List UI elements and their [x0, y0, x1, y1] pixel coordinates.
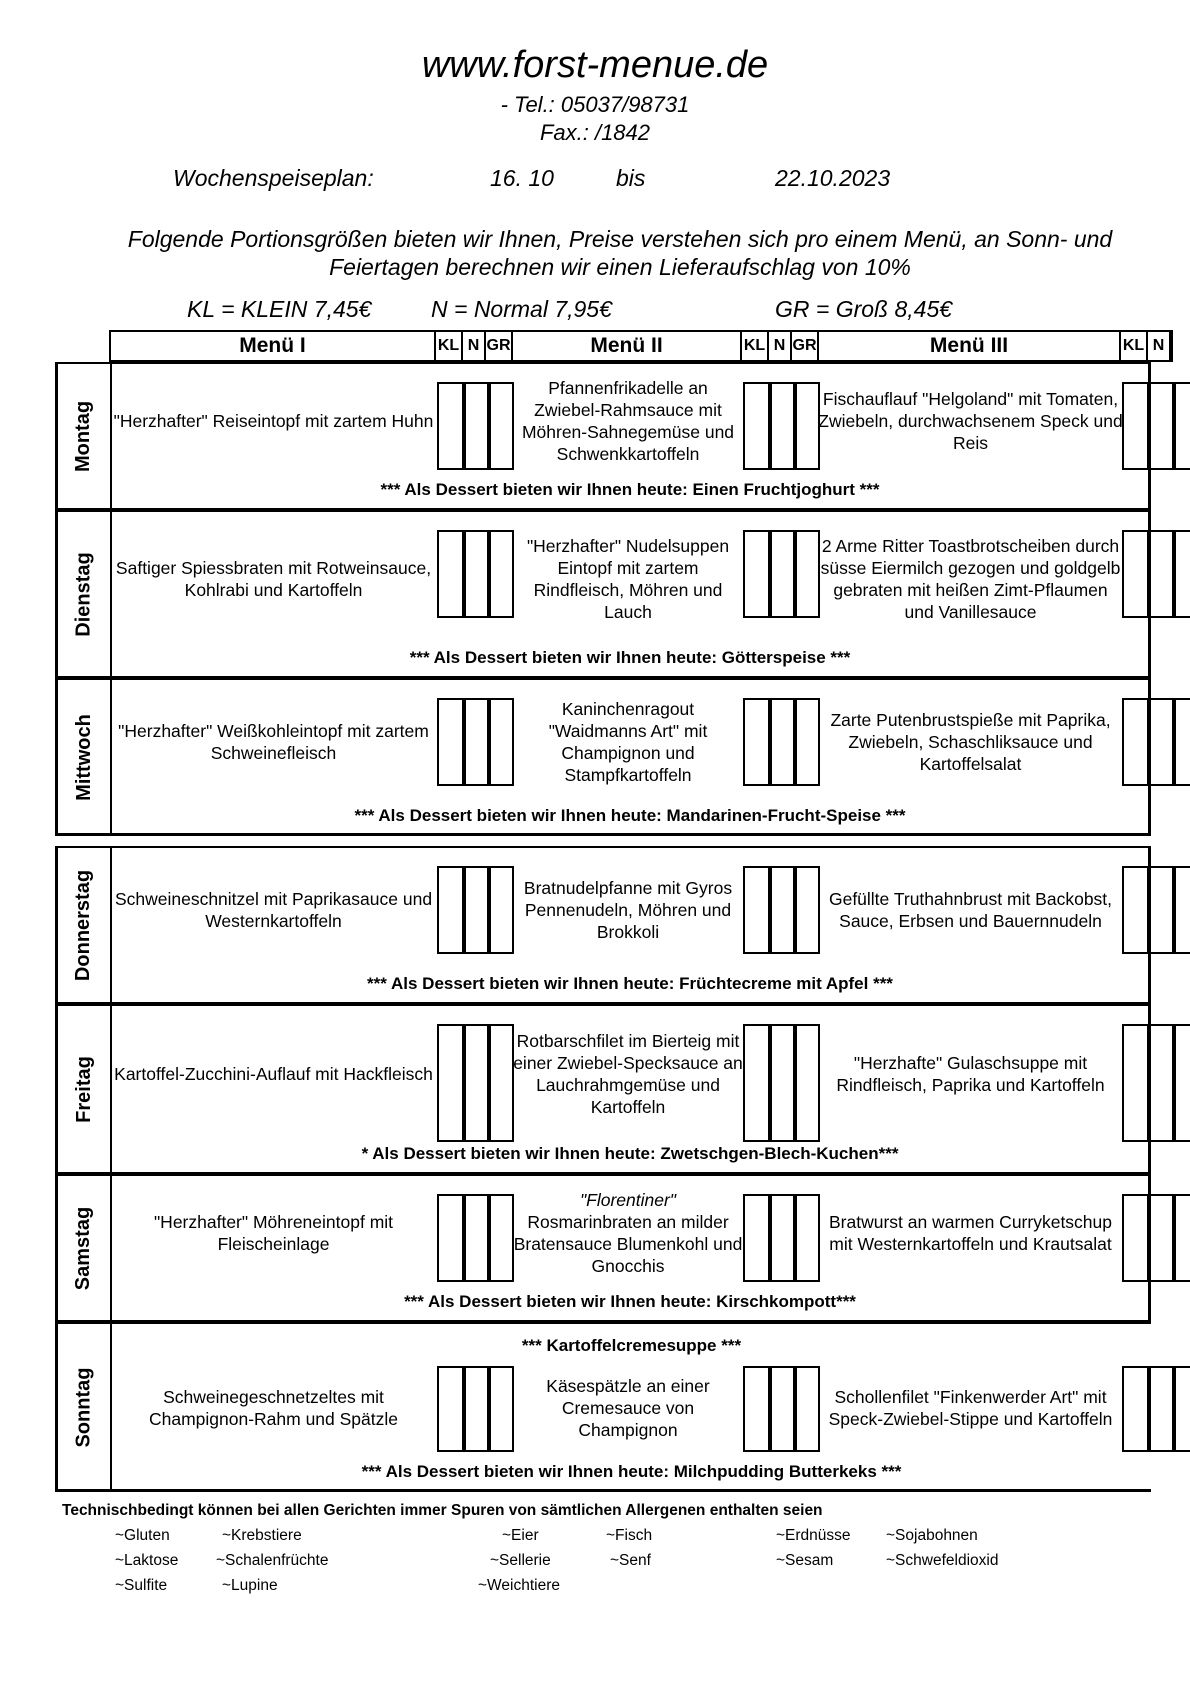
dish-text: 2 Arme Ritter Toastbrotscheiben durch süsse Eiermilch gezogen und goldgelb gebraten mit heißen Zimt-Pflaumen und Vanillesauce	[820, 536, 1121, 622]
menu-1-dish	[110, 372, 437, 470]
day-name: Sonntag	[72, 1367, 95, 1447]
day-row	[55, 362, 1151, 510]
kl-header: KL	[1119, 330, 1148, 362]
gr-order-box[interactable]	[487, 1024, 514, 1142]
dish-text: "Herzhafter" Reiseintopf mit zartem Huhn	[113, 411, 434, 431]
dish-italic-name: "Florentiner"	[579, 1190, 677, 1210]
gr-order-box[interactable]	[1172, 1366, 1190, 1452]
menu-2-dish	[513, 1014, 743, 1134]
menu-3-dish	[818, 1014, 1123, 1134]
gr-order-box[interactable]	[793, 1194, 820, 1282]
day-name: Freitag	[72, 1055, 95, 1123]
kl-order-box[interactable]	[743, 1194, 770, 1282]
dessert-note: *** Als Dessert bieten wir Ihnen heute: Einen Fruchtjoghurt ***	[380, 480, 880, 499]
day-row	[55, 1322, 1151, 1492]
menu-1-dish	[110, 688, 437, 796]
gr-order-box[interactable]	[1172, 1024, 1190, 1142]
allergen-item: ~Krebstiere	[222, 1527, 302, 1544]
n-header: N	[767, 330, 792, 362]
day-name: Samstag	[72, 1206, 95, 1290]
day-label	[58, 1006, 112, 1172]
dish-text: Fischauflauf "Helgoland" mit Tomaten, Zwiebeln, durchwachsenem Speck und Reis	[818, 389, 1123, 453]
n-header: N	[461, 330, 486, 362]
gr-order-box[interactable]	[793, 530, 820, 618]
kl-order-box[interactable]	[1122, 866, 1149, 954]
day-name: Donnerstag	[72, 869, 95, 981]
day-label	[58, 512, 112, 676]
allergen-item: ~Fisch	[606, 1527, 653, 1544]
n-header: N	[1146, 330, 1171, 362]
day-label	[58, 1176, 112, 1320]
gr-header: GR	[790, 330, 819, 362]
allergen-item: ~Eier	[502, 1527, 539, 1544]
dessert-note: *** Als Dessert bieten wir Ihnen heute: Mandarinen-Frucht-Speise ***	[354, 806, 906, 825]
gr-order-box[interactable]	[487, 1194, 514, 1282]
dessert-note: *** Als Dessert bieten wir Ihnen heute: Früchtecreme mit Apfel ***	[367, 974, 893, 993]
allergen-item: ~Erdnüsse	[776, 1527, 851, 1544]
price-n: N = Normal 7,95€	[431, 296, 612, 322]
gr-order-box[interactable]	[1172, 1194, 1190, 1282]
dish-text: Bratnudelpfanne mit Gyros Pennenudeln, Möhren und Brokkoli	[523, 878, 733, 942]
gr-order-box[interactable]	[793, 866, 820, 954]
date-from: 16. 10	[490, 165, 554, 191]
dish-text: "Herzhafter" Möhreneintopf mit Fleischeinlage	[153, 1212, 394, 1254]
menu-3-dish	[818, 688, 1123, 796]
kl-header: KL	[740, 330, 769, 362]
day-row	[55, 510, 1151, 678]
menu-1-dish	[110, 1184, 437, 1282]
kl-order-box[interactable]	[1122, 1194, 1149, 1282]
gr-order-box[interactable]	[487, 1366, 514, 1452]
allergen-note: Technischbedingt können bei allen Gerichten immer Spuren von sämtlichen Allergenen enthalten seien	[62, 1502, 823, 1519]
menu3-header: Menü III	[817, 330, 1121, 362]
day-row	[55, 678, 1151, 836]
website-title: www.forst-menue.de	[421, 44, 769, 86]
kl-order-box[interactable]	[1122, 382, 1149, 470]
kl-order-box[interactable]	[743, 530, 770, 618]
day-name: Montag	[72, 400, 95, 472]
dish-text: "Herzhafte" Gulaschsuppe mit Rindfleisch, Paprika und Kartoffeln	[836, 1053, 1105, 1095]
dessert-note: *** Als Dessert bieten wir Ihnen heute: Götterspeise ***	[409, 648, 851, 667]
day-row	[55, 1004, 1151, 1174]
plan-label: Wochenspeiseplan:	[173, 165, 374, 191]
spacer	[1169, 330, 1173, 362]
kl-order-box[interactable]	[743, 1024, 770, 1142]
dish-text: Kaninchenragout "Waidmanns Art" mit Champignon und Stampfkartoffeln	[548, 699, 708, 785]
dessert-note: *** Als Dessert bieten wir Ihnen heute: Kirschkompott***	[404, 1292, 856, 1311]
day-name: Mittwoch	[72, 713, 95, 801]
phone-number: - Tel.: 05037/98731	[500, 92, 690, 117]
dish-text: Saftiger Spiessbraten mit Rotweinsauce, Kohlrabi und Kartoffeln	[115, 558, 432, 600]
kl-order-box[interactable]	[437, 1194, 464, 1282]
allergen-item: ~Laktose	[115, 1552, 179, 1569]
fax-number: Fax.: /1842	[539, 120, 651, 145]
gr-order-box[interactable]	[1172, 382, 1190, 470]
kl-order-box[interactable]	[1122, 1366, 1149, 1452]
gr-order-box[interactable]	[793, 1024, 820, 1142]
kl-order-box[interactable]	[437, 698, 464, 786]
soup-note: *** Kartoffelcremesuppe ***	[521, 1336, 742, 1355]
kl-order-box[interactable]	[743, 698, 770, 786]
gr-header: GR	[484, 330, 513, 362]
menu-2-dish	[513, 688, 743, 796]
menu-2-dish	[513, 856, 743, 964]
dish-text: "Herzhafter" Weißkohleintopf mit zartem Schweinefleisch	[118, 721, 429, 763]
menu-2-dish	[513, 372, 743, 470]
allergen-item: ~Sojabohnen	[886, 1527, 978, 1544]
dish-text: Käsespätzle an einer Cremesauce von Champignon	[546, 1376, 710, 1440]
price-gr: GR = Groß 8,45€	[775, 296, 953, 322]
dish-text: Zarte Putenbrustspieße mit Paprika, Zwiebeln, Schaschliksauce und Kartoffelsalat	[830, 710, 1111, 774]
pricing-info: Folgende Portionsgrößen bieten wir Ihnen, Preise verstehen sich pro einem Menü, an Sonn- und Feiertagen berechnen wir einen Lieferaufschlag von 10%	[127, 226, 1113, 280]
menu-1-dish	[110, 520, 437, 638]
gr-order-box[interactable]	[487, 698, 514, 786]
kl-order-box[interactable]	[743, 866, 770, 954]
menu-1-dish	[110, 1014, 437, 1134]
dish-text: Rotbarschfilet im Bierteig mit einer Zwiebel-Specksauce an Lauchrahmgemüse und Kartoffeln	[513, 1031, 743, 1117]
menu-3-dish	[818, 856, 1123, 964]
allergen-item: ~Gluten	[115, 1527, 170, 1544]
kl-order-box[interactable]	[437, 866, 464, 954]
gr-order-box[interactable]	[793, 382, 820, 470]
kl-order-box[interactable]	[1122, 530, 1149, 618]
kl-order-box[interactable]	[1122, 698, 1149, 786]
menu-3-dish	[818, 1358, 1123, 1458]
day-name: Dienstag	[72, 551, 95, 637]
gr-order-box[interactable]	[793, 1366, 820, 1452]
date-to: 22.10.2023	[775, 165, 891, 191]
menu2-header: Menü II	[511, 330, 742, 362]
kl-order-box[interactable]	[743, 1366, 770, 1452]
day-label	[58, 680, 112, 834]
kl-order-box[interactable]	[437, 382, 464, 470]
dish-text: Schollenfilet "Finkenwerder Art" mit Speck-Zwiebel-Stippe und Kartoffeln	[828, 1387, 1113, 1429]
gr-order-box[interactable]	[487, 530, 514, 618]
allergen-item: ~Sellerie	[490, 1552, 551, 1569]
gr-order-box[interactable]	[1172, 530, 1190, 618]
gr-order-box[interactable]	[793, 698, 820, 786]
day-label	[58, 1324, 112, 1490]
menu-2-dish	[513, 520, 743, 638]
allergen-item: ~Sulfite	[115, 1577, 168, 1594]
menu-1-dish	[110, 1358, 437, 1458]
gr-order-box[interactable]	[1172, 698, 1190, 786]
column-header	[55, 330, 1165, 362]
menu-2-dish	[513, 1358, 743, 1458]
menu-2-dish	[513, 1184, 743, 1282]
kl-order-box[interactable]	[437, 1024, 464, 1142]
menu-3-dish	[818, 520, 1123, 638]
gr-order-box[interactable]	[1172, 866, 1190, 954]
allergen-item: ~Weichtiere	[478, 1577, 560, 1594]
dish-text: Gefüllte Truthahnbrust mit Backobst, Sauce, Erbsen und Bauernnudeln	[828, 889, 1113, 931]
day-label	[58, 848, 112, 1002]
dessert-note: *** Als Dessert bieten wir Ihnen heute: Milchpudding Butterkeks ***	[361, 1462, 902, 1481]
dish-text: Rosmarinbraten an milder Bratensauce Blumenkohl und Gnocchis	[513, 1212, 743, 1276]
allergen-item: ~Senf	[610, 1552, 651, 1569]
dish-text: "Herzhafter" Nudelsuppen Eintopf mit zartem Rindfleisch, Möhren und Lauch	[526, 536, 730, 622]
menu-1-dish	[110, 856, 437, 964]
kl-order-box[interactable]	[743, 382, 770, 470]
dish-text: Kartoffel-Zucchini-Auflauf mit Hackfleisch	[114, 1064, 433, 1084]
allergen-item: ~Lupine	[222, 1577, 278, 1594]
dish-text: Schweinegeschnetzeltes mit Champignon-Rahm und Spätzle	[148, 1387, 399, 1429]
allergen-item: ~Schalenfrüchte	[216, 1552, 329, 1569]
price-kl: KL = KLEIN 7,45€	[187, 296, 372, 322]
dish-text: Pfannenfrikadelle an Zwiebel-Rahmsauce mit Möhren-Sahnegemüse und Schwenkkartoffeln	[521, 378, 735, 464]
menu-3-dish	[818, 372, 1123, 470]
kl-order-box[interactable]	[1122, 1024, 1149, 1142]
allergen-item: ~Sesam	[776, 1552, 834, 1569]
kl-order-box[interactable]	[437, 1366, 464, 1452]
dish-text: Bratwurst an warmen Curryketschup mit Westernkartoffeln und Krautsalat	[828, 1212, 1113, 1254]
gr-order-box[interactable]	[487, 382, 514, 470]
day-row	[55, 846, 1151, 1004]
dessert-note: * Als Dessert bieten wir Ihnen heute: Zwetschgen-Blech-Kuchen***	[361, 1144, 899, 1163]
dish-text: Schweineschnitzel mit Paprikasauce und Westernkartoffeln	[114, 889, 433, 931]
kl-order-box[interactable]	[437, 530, 464, 618]
allergen-item: ~Schwefeldioxid	[886, 1552, 999, 1569]
bis-label: bis	[616, 165, 646, 191]
day-label	[58, 364, 112, 508]
gr-order-box[interactable]	[487, 866, 514, 954]
kl-header: KL	[434, 330, 463, 362]
day-row	[55, 1174, 1151, 1322]
menu-3-dish	[818, 1184, 1123, 1282]
menu1-header: Menü I	[109, 330, 436, 362]
